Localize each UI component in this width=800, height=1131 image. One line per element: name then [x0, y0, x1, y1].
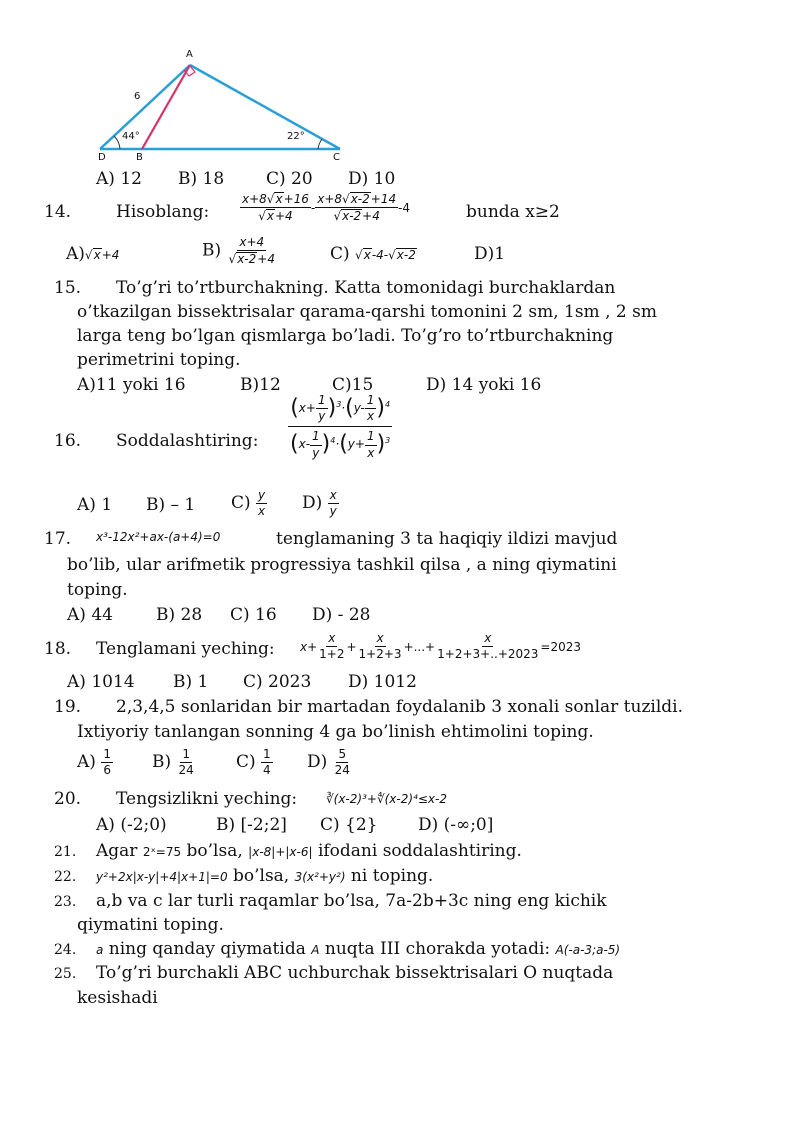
q20-opt-d: D) (-∞;0]	[418, 815, 494, 835]
vertex-b-label: B	[136, 152, 143, 163]
q16-opt-d: D) $\frac{x}{y}$	[302, 488, 337, 519]
vertex-d-label: D	[98, 152, 106, 163]
q15-line-3: larga teng bo’lgan qismlarga bo’ladi. To’g’ro to’rtburchakning	[77, 326, 614, 346]
angle-d-label: 44°	[122, 131, 140, 142]
q17-opt-d: D) - 28	[312, 605, 371, 625]
q14-opt-d: D)1	[474, 244, 506, 264]
q17-equation: x³-12x²+ax-(a+4)=0	[96, 530, 221, 544]
q17-opt-a: A) 44	[67, 605, 113, 625]
q24-number: 24.	[54, 942, 77, 958]
q19-line-2: Ixtiyoriy tanlangan sonning 4 ga bo’linish ehtimolini toping.	[77, 722, 594, 742]
q15-opt-b: B)12	[240, 375, 281, 395]
q13-opt-c: C) 20	[266, 169, 313, 189]
q15-opt-c: C)15	[332, 375, 374, 395]
q16-expression: (x+ $\frac{1}{y}$ )$^3$·(y- $\frac{1}{x}$ )$^4$ (x- $\frac{1}{y}$ )$^4$·(y+ $\frac{1}{x}$ )$^3$	[290, 393, 391, 460]
q14-text: Hisoblang:	[116, 202, 210, 222]
vertex-a-label: A	[186, 49, 193, 60]
q18-opt-c: C) 2023	[243, 672, 312, 692]
q18-text: Tenglamani yeching:	[96, 639, 275, 659]
q15-number: 15.	[54, 278, 82, 298]
q21-line: Agar 2ˣ=75 bo’lsa, |x-8|+|x-6| ifodani soddalashtiring.	[96, 841, 522, 861]
q16-opt-c: C) $\frac{y}{x}$	[231, 488, 266, 519]
q23-number: 23.	[54, 894, 77, 910]
q20-text: Tengsizlikni yeching:	[116, 789, 298, 809]
q22-number: 22.	[54, 869, 77, 885]
q25-number: 25.	[54, 966, 77, 982]
q25-line-2: kesishadi	[77, 988, 158, 1008]
q23-line-2: qiymatini toping.	[77, 915, 224, 935]
q14-condition: bunda x≥2	[466, 202, 560, 222]
q19-opt-b: B) $\frac{1}{24}$	[152, 747, 194, 778]
q14-opt-c: C) √x-4-√x-2	[330, 244, 416, 264]
q13-opt-b: B) 18	[178, 169, 225, 189]
q18-opt-a: A) 1014	[67, 672, 135, 692]
q17-line-3: toping.	[67, 580, 128, 600]
q14-expression: $\frac{x+8√x+16}{√x+4}$ - $\frac{x+8√x-2+14}{√x-2+4}$ -4	[242, 192, 411, 224]
q18-opt-b: B) 1	[173, 672, 209, 692]
q16-opt-a: A) 1	[77, 495, 113, 515]
q19-opt-a: A) $\frac{1}{6}$	[77, 747, 111, 778]
q13-opt-a: A) 12	[96, 169, 142, 189]
q13-opt-d: D) 10	[348, 169, 396, 189]
q20-opt-b: B) [-2;2]	[216, 815, 287, 835]
q15-line-2: o’tkazilgan bissektrisalar qarama-qarshi tomonini 2 sm, 1sm , 2 sm	[77, 302, 657, 322]
q19-opt-c: C) $\frac{1}{4}$	[236, 747, 271, 778]
q23-line-1: a,b va c lar turli raqamlar bo’lsa, 7a-2b+3c ning eng kichik	[96, 891, 607, 911]
q15-line-4: perimetrini toping.	[77, 350, 241, 370]
q16-text: Soddalashtiring:	[116, 431, 259, 451]
q20-number: 20.	[54, 789, 82, 809]
q19-line-1: 2,3,4,5 sonlaridan bir martadan foydalanib 3 xonali sonlar tuzildi.	[116, 697, 684, 717]
q16-number: 16.	[54, 431, 82, 451]
q20-opt-a: A) (-2;0)	[96, 815, 167, 835]
q17-opt-b: B) 28	[156, 605, 203, 625]
q18-equation: x+ $\frac{x}{1+2}$ + $\frac{x}{1+2+3}$ +...+ $\frac{x}{1+2+3+..+2023}$ =2023	[300, 631, 582, 662]
q17-line-1: tenglamaning 3 ta haqiqiy ildizi mavjud	[276, 529, 618, 549]
q20-opt-c: C) {2}	[320, 815, 378, 835]
q19-opt-d: D) $\frac{5}{24}$	[307, 747, 350, 778]
q14-number: 14.	[44, 202, 72, 222]
q24-line: a ning qanday qiymatida A nuqta III chorakda yotadi: A(-a-3;a-5)	[96, 939, 621, 959]
q21-number: 21.	[54, 844, 77, 860]
angle-c-label: 22°	[287, 131, 305, 142]
vertex-c-label: C	[333, 152, 340, 163]
q22-line: y²+2x|x-y|+4|x+1|=0 bo’lsa, 3(x²+y²) ni toping.	[96, 866, 434, 886]
q15-line-1: To’g’ri to’rtburchakning. Katta tomonidagi burchaklardan	[116, 278, 616, 298]
q15-opt-a: A)11 yoki 16	[77, 375, 186, 395]
q17-line-2: bo’lib, ular arifmetik progressiya tashkil qilsa , a ning qiymatini	[67, 555, 617, 575]
q19-number: 19.	[54, 697, 82, 717]
q18-number: 18.	[44, 639, 72, 659]
q25-line-1: To’g’ri burchakli ABC uchburchak bissektrisalari O nuqtada	[96, 963, 614, 983]
q17-number: 17.	[44, 529, 72, 549]
side-label: 6	[134, 91, 141, 102]
triangle-figure	[90, 44, 360, 166]
q17-opt-c: C) 16	[230, 605, 277, 625]
q18-opt-d: D) 1012	[348, 672, 417, 692]
q16-opt-b: B) – 1	[146, 495, 196, 515]
q15-opt-d: D) 14 yoki 16	[426, 375, 542, 395]
q14-opt-b: B) $\frac{x+4}{√x-2+4}$	[202, 235, 275, 267]
q14-opt-a: A)√x+4	[66, 244, 120, 264]
q20-inequality: ∛(x-2)³+∜(x-2)⁴≤x-2	[326, 792, 447, 806]
